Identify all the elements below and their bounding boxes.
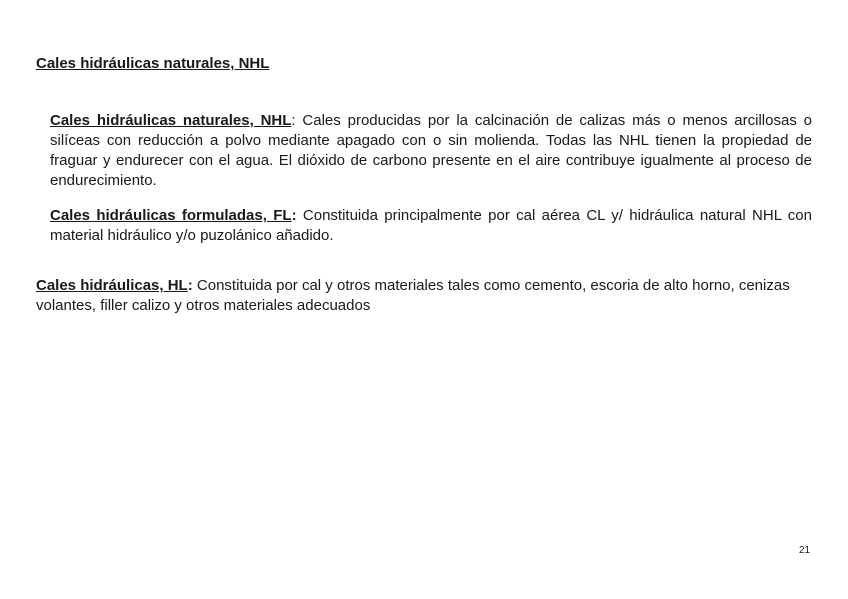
definition-separator-nhl: : <box>291 112 296 129</box>
definition-text-nhl: Cales producidas por la calcinación de calizas más o menos arcillosas o silíceas con reducción a polvo mediante apagado con o sin molienda. Todas las NHL tienen la propiedad de fraguar y endurecer con el agua. El dióxido de carbono presente en el aire contribuye igualmente al proceso de endurecimiento. <box>50 112 812 189</box>
definition-text-fl: Constituida principalmente por cal aérea CL y/ hidráulica natural NHL con material hidráulico y/o puzolánico añadido. <box>50 207 812 244</box>
page-number: 21 <box>799 545 811 556</box>
definition-hl <box>36 276 806 316</box>
page-title: Cales hidráulicas naturales, NHL <box>36 55 270 72</box>
definition-separator-fl: : <box>291 207 297 224</box>
definition-separator-hl: : <box>187 277 193 294</box>
definition-nhl <box>50 111 812 191</box>
definition-text-hl: Constituida por cal y otros materiales tales como cemento, escoria de alto horno, cenizas volantes, filler calizo y otros materiales adecuados <box>36 277 790 314</box>
definition-fl <box>50 206 812 246</box>
definition-term-hl: Cales hidráulicas, HL <box>36 277 188 294</box>
definition-term-nhl: Cales hidráulicas naturales, NHL <box>50 112 292 129</box>
definition-term-fl: Cales hidráulicas formuladas, FL <box>50 207 292 224</box>
